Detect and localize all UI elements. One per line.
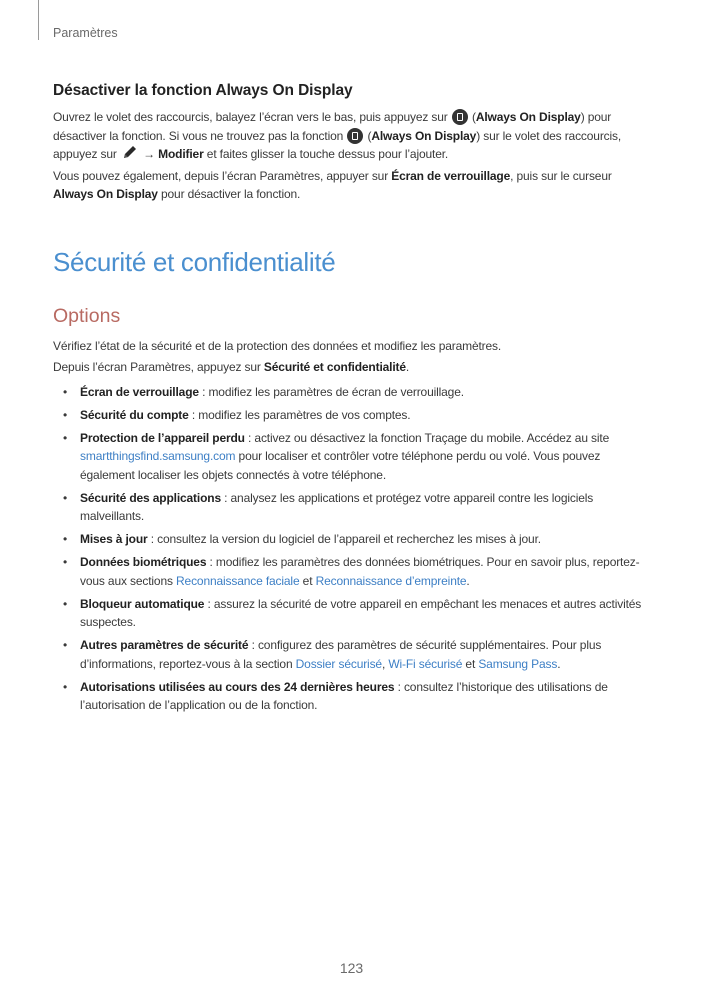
face-recognition-link[interactable]: Reconnaissance faciale [176,573,300,588]
section-title: Sécurité et confidentialité [53,246,336,277]
fingerprint-recognition-link[interactable]: Reconnaissance d’empreinte [315,573,467,588]
list-item: • Autorisations utilisées au cours des 24 dernières heures : consultez l’historique des utilisations de l’autorisation de l’application ou de la fonction. [53,678,653,715]
header-divider [38,0,39,40]
samsung-pass-link[interactable]: Samsung Pass [478,656,558,671]
list-item: • Autres paramètres de sécurité : configurez des paramètres de sécurité supplémentaires. Pour plus d’informations, reportez-vous à la section Dossier sécurisé, Wi-Fi sécurisé et Samsung Pass. [53,636,653,673]
secure-wifi-link[interactable]: Wi-Fi sécurisé [388,656,463,671]
aod-heading: Désactiver la fonction Always On Display [53,82,353,99]
always-on-display-icon [452,109,468,125]
options-heading: Options [53,304,121,327]
list-item: • Sécurité des applications : analysez les applications et protégez votre appareil contre les logiciels malveillants. [53,489,653,526]
always-on-display-icon [347,128,363,144]
secure-folder-link[interactable]: Dossier sécurisé [295,656,382,671]
pencil-icon [120,145,140,161]
page-content [53,82,653,719]
smartthingsfind-link[interactable]: smartthingsfind.samsung.com [80,449,236,463]
section-label: Paramètres [53,26,118,40]
list-item: • Bloqueur automatique : assurez la sécurité de votre appareil en empêchant les menaces et autres activités suspectes. [53,595,653,632]
intro-paragraph: Vérifiez l’état de la sécurité et de la protection des données et modifiez les paramètres. [53,338,502,353]
list-item: • Sécurité du compte : modifiez les paramètres de vos comptes. [53,406,653,425]
intro-instruction: Depuis l’écran Paramètres, appuyez sur Sécurité et confidentialité. [53,360,410,374]
options-list [53,383,653,715]
list-item: • Données biométriques : modifiez les paramètres des données biométriques. Pour en savoir plus, reportez-vous aux sections Reconnaissance faciale et Reconnaissance d’empreinte. [53,553,653,590]
page-number: 123 [339,960,364,976]
aod-paragraph-2: Vous pouvez également, depuis l’écran Paramètres, appuyer sur Écran de verrouillage, puis sur le curseur Always On Display pour désactiver la fonction. [53,168,612,201]
list-item: • Écran de verrouillage : modifiez les paramètres de écran de verrouillage. [53,383,653,402]
list-item: • Protection de l’appareil perdu : activez ou désactivez la fonction Traçage du mobile. Accédez au site smartthingsfind.samsung.com pour localiser et contrôler votre téléphone perdu ou volé. Vous pouvez également localiser les objets connectés à votre téléphone. [53,429,653,485]
list-item: • Mises à jour : consultez la version du logiciel de l’appareil et recherchez les mises à jour. [53,530,653,549]
aod-paragraph-1: Ouvrez le volet des raccourcis, balayez l’écran vers le bas, puis appuyez sur (Always On Display) pour désactiver la fonction. Si vous ne trouvez pas la fonction (Always On Display) sur le volet des raccourcis, appuyez sur → Modifier et faites glisser la touche dessus pour l’ajouter. [53,110,622,161]
